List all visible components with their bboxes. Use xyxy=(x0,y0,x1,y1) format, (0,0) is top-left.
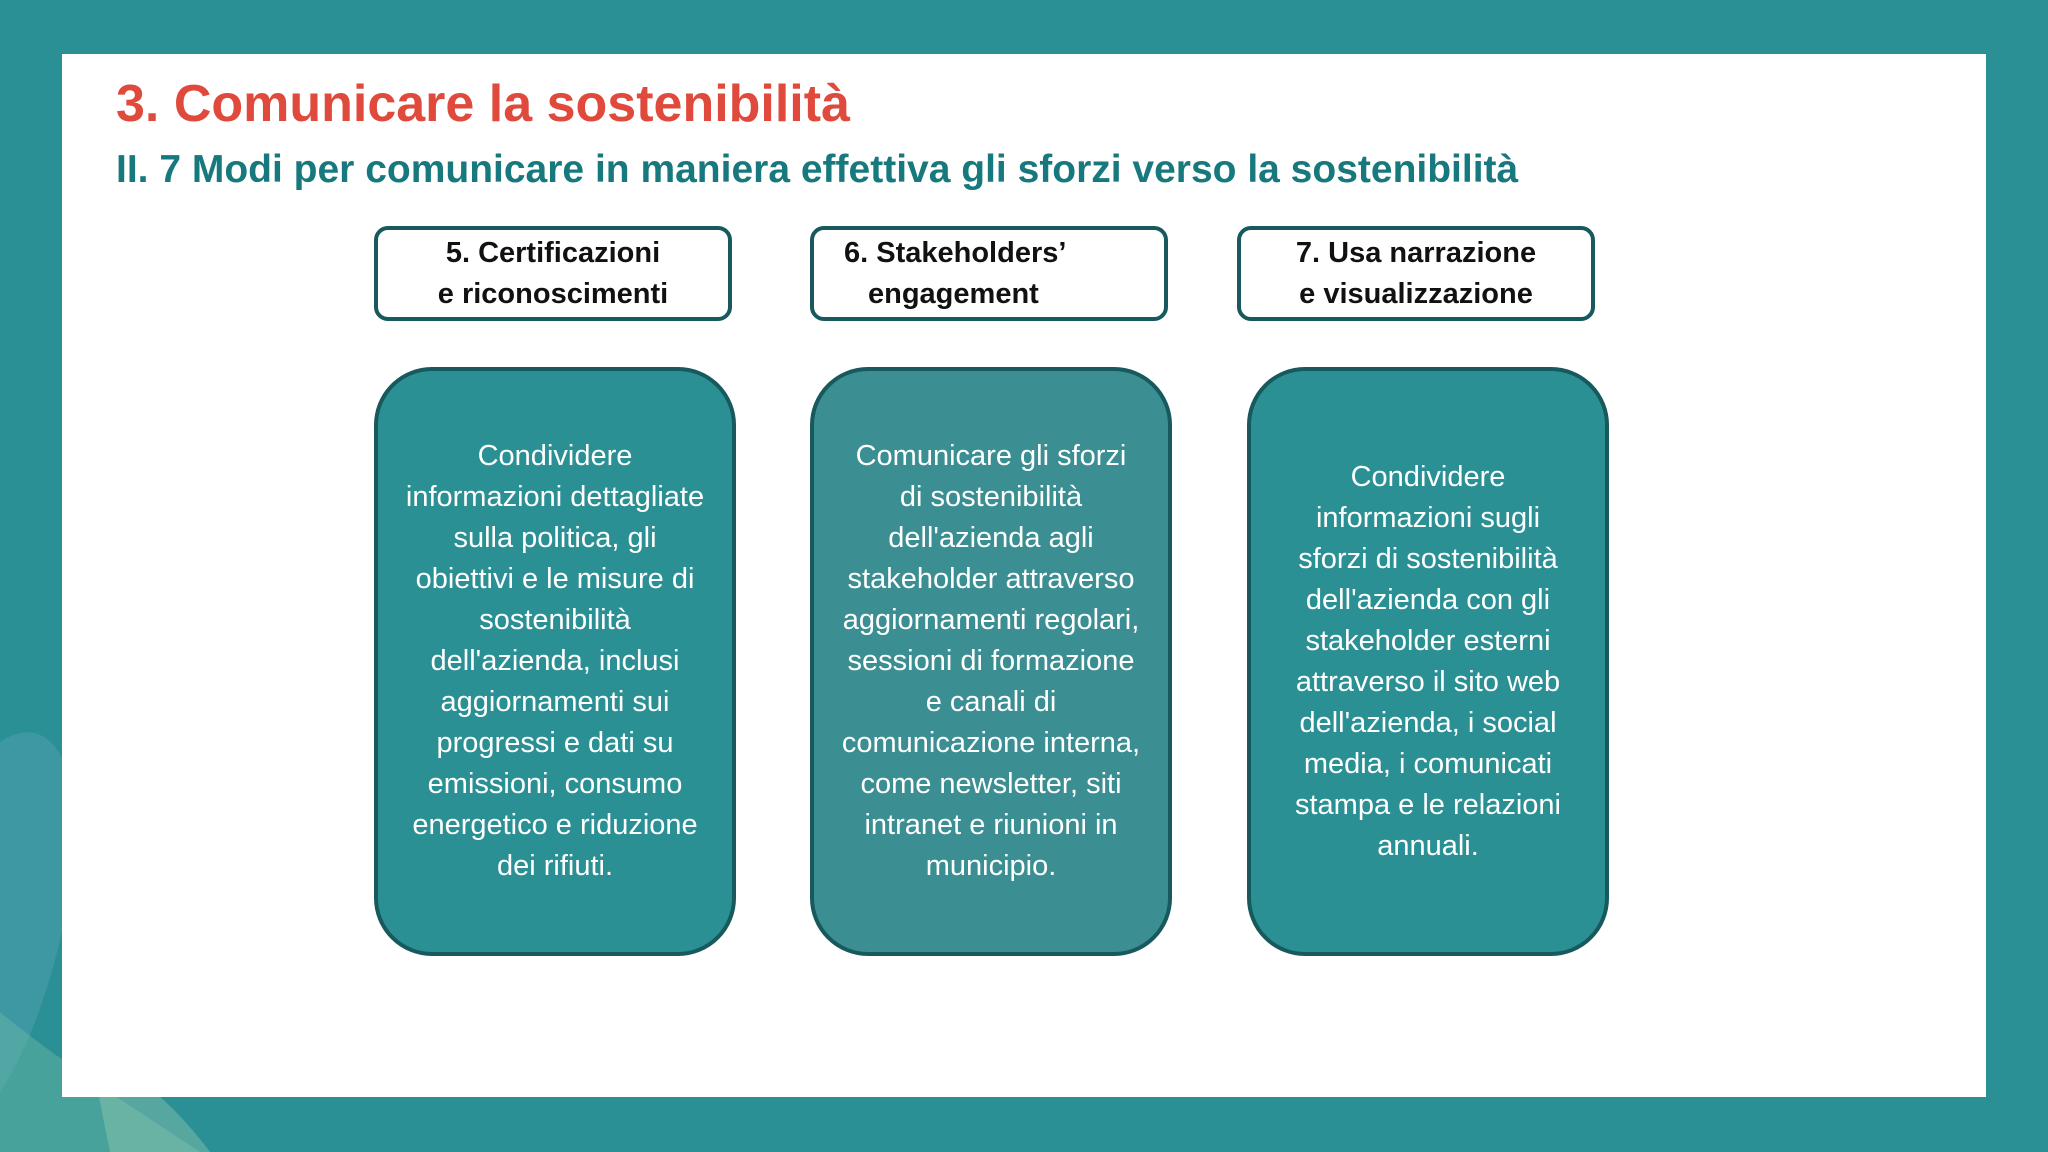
slide-subtitle: II. 7 Modi per comunicare in maniera effettiva gli sforzi verso la sostenibilità xyxy=(116,148,1519,191)
slide-title: 3. Comunicare la sostenibilità xyxy=(116,75,850,133)
heading-line: e visualizzazione xyxy=(1299,277,1533,310)
card-text: Condividere informazioni dettagliate sulla politica, gli obiettivi e le misure di sostenibilità dell'azienda, inclusi aggiornamenti sui progressi e dati su emissioni, consumo energetico e riduzione dei rifiuti. xyxy=(405,440,705,882)
heading-line: engagement xyxy=(868,277,1039,310)
description-card-narrazione xyxy=(1247,367,1609,956)
heading-line: 7. Usa narrazione xyxy=(1295,236,1537,269)
heading-box-certificazioni xyxy=(374,226,732,321)
slide-content xyxy=(62,54,1986,1097)
heading-line: e riconoscimenti xyxy=(437,277,669,310)
heading-line: 5. Certificazioni xyxy=(445,236,661,269)
description-card-certificazioni xyxy=(374,367,736,956)
card-text: Condividere informazioni sugli sforzi di sostenibilità dell'azienda con gli stakeholder esterni attraverso il sito web dell'azienda, i social media, i comunicati stampa e le relazioni annuali. xyxy=(1295,460,1561,862)
card-text: Comunicare gli sforzi di sostenibilità dell'azienda agli stakeholder attraverso aggiornamenti regolari, sessioni di formazione e canali di comunicazione interna, come newsletter, siti intranet e riunioni in municipio. xyxy=(841,440,1141,882)
description-card-stakeholders xyxy=(810,367,1172,956)
heading-box-stakeholders xyxy=(810,226,1168,321)
heading-box-narrazione xyxy=(1237,226,1595,321)
heading-line: 6. Stakeholders’ xyxy=(844,236,1067,269)
